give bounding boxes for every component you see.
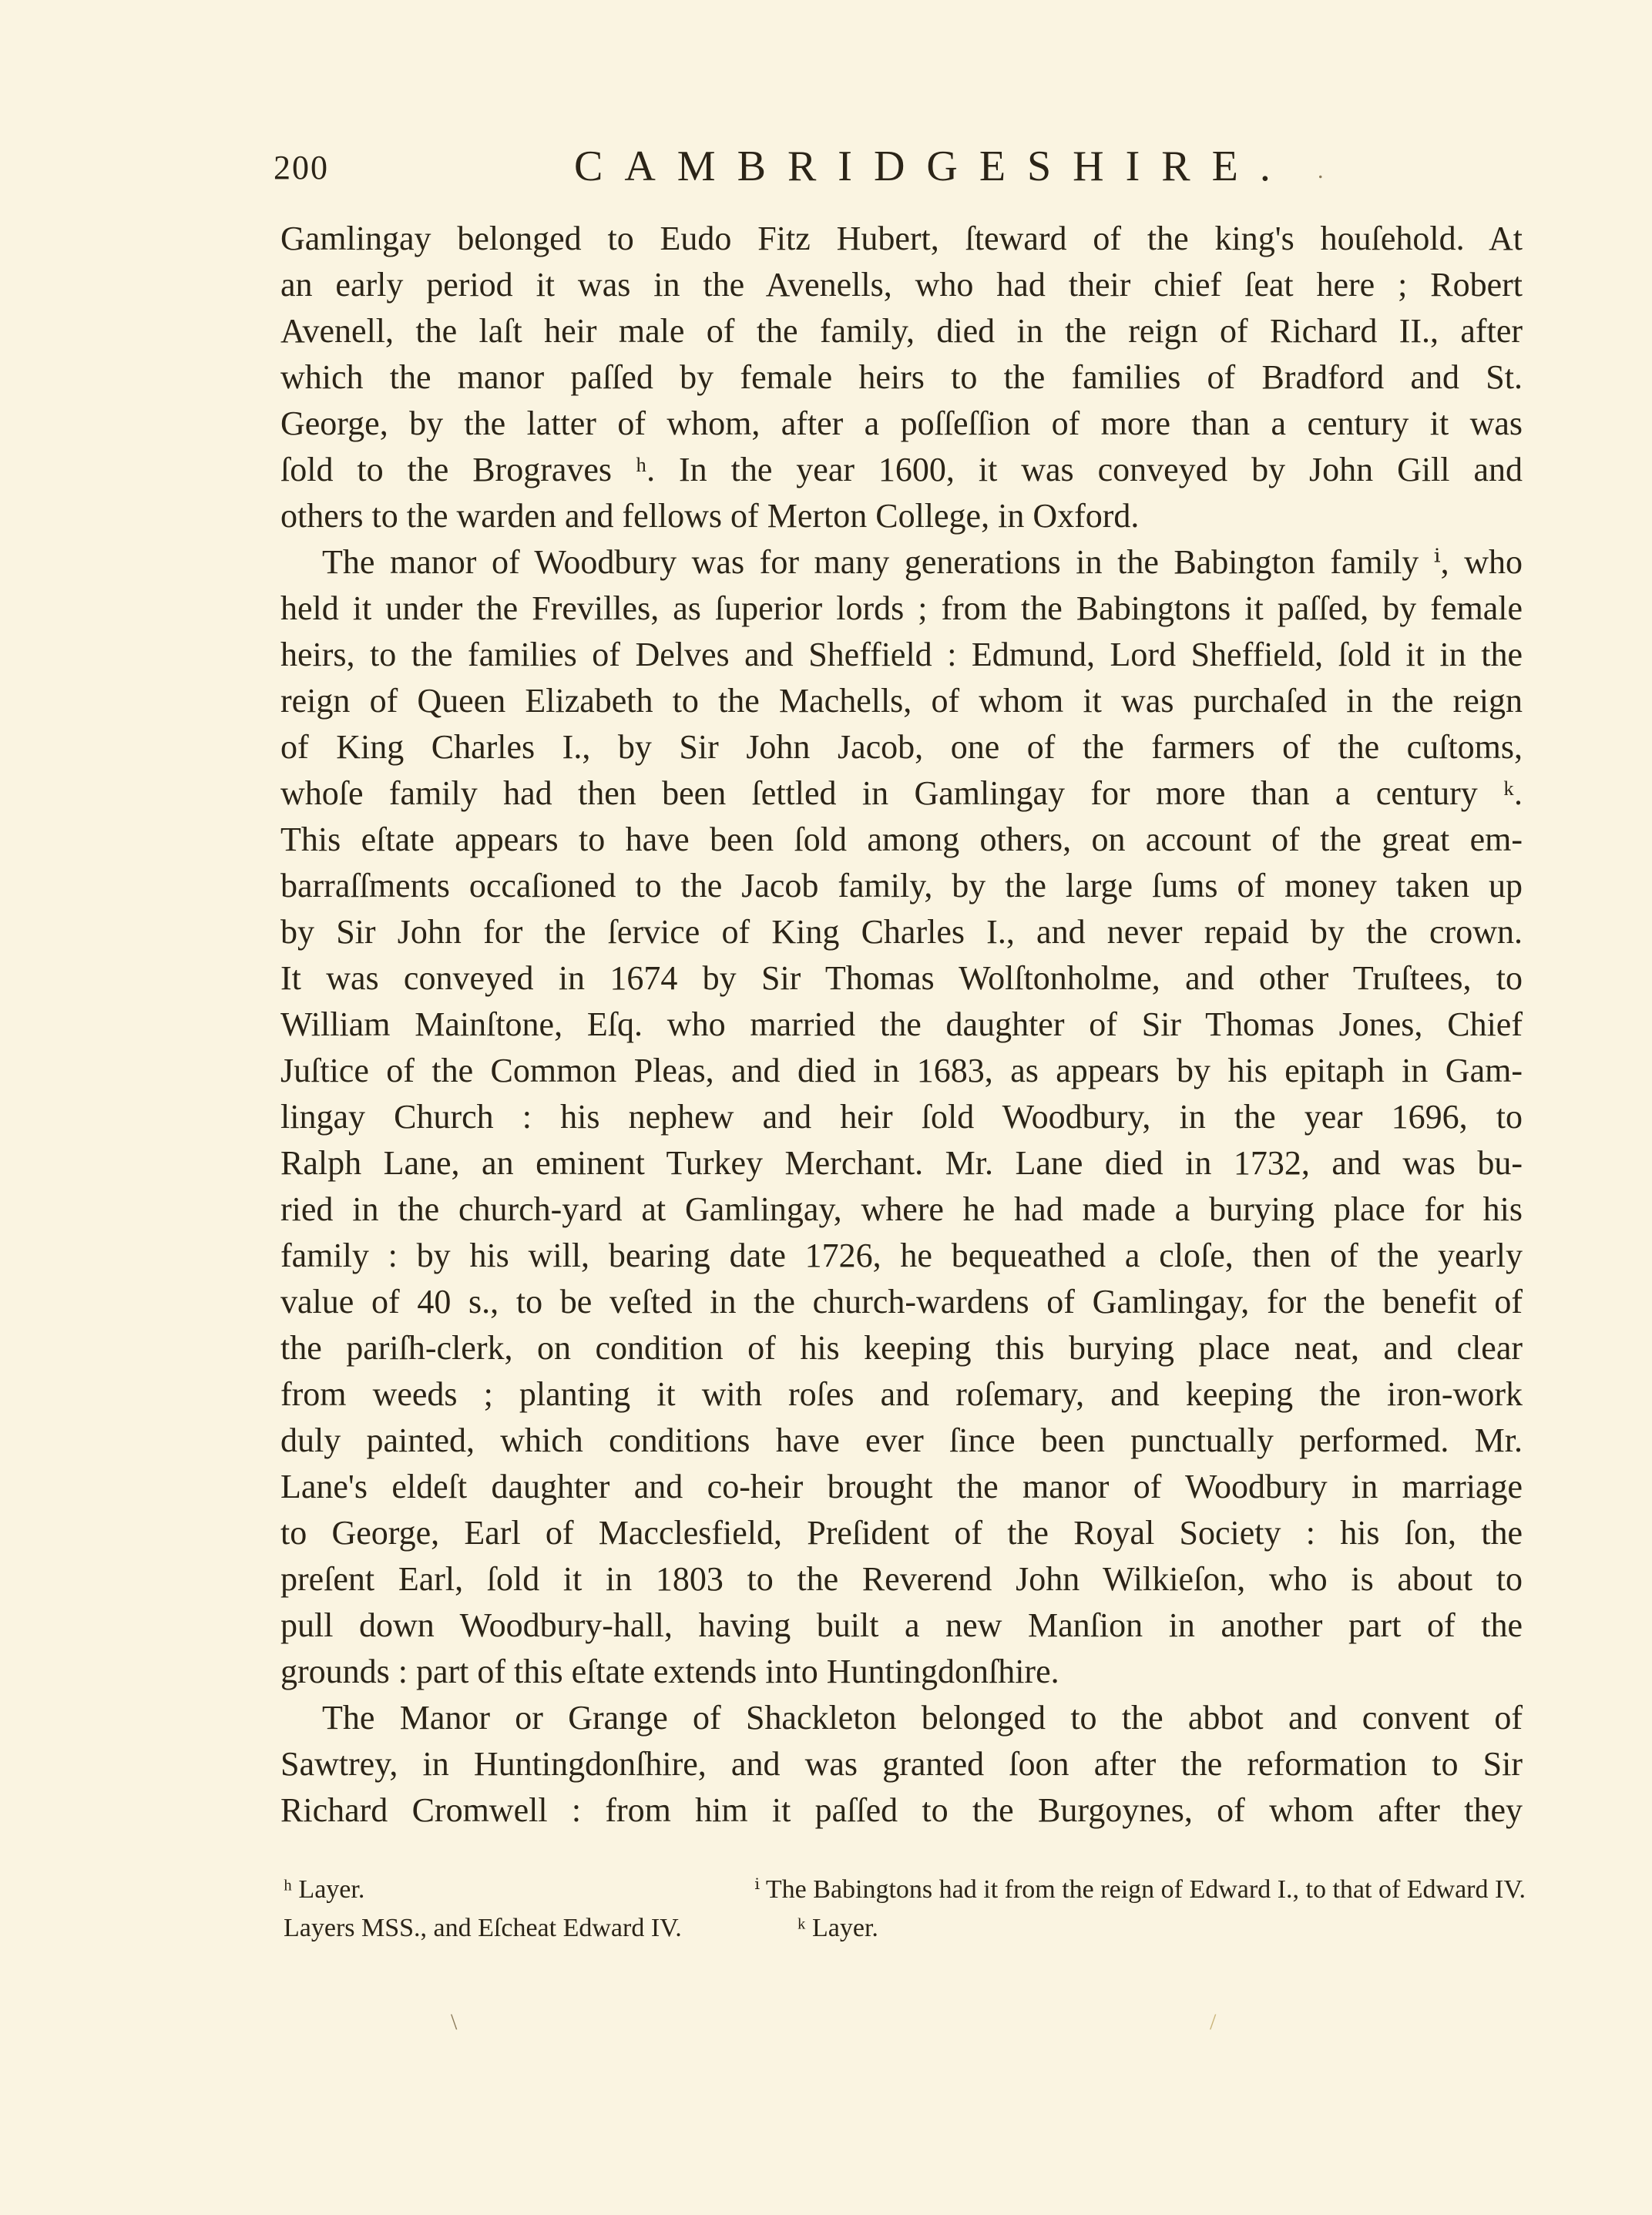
text-line: George, by the latter of whom, after a poſſeſſion of more than a century it was xyxy=(280,404,1523,442)
text-line: heirs, to the families of Delves and Sheffield : Edmund, Lord Sheffield, ſold it in the xyxy=(280,636,1523,673)
text-line: the pariſh-clerk, on condition of his keeping this burying place neat, and clear xyxy=(280,1329,1523,1367)
text-line: Richard Cromwell : from him it paſſed to the Burgoynes, of whom after they xyxy=(280,1791,1523,1829)
text-line: to George, Earl of Macclesfield, Preſident of the Royal Society : his ſon, the xyxy=(280,1514,1523,1552)
text-line: Lane's eldeſt daughter and co-heir brought the manor of Woodbury in marriage xyxy=(280,1468,1523,1505)
text-line: reign of Queen Elizabeth to the Machells, of whom it was purchaſed in the reign xyxy=(280,682,1523,720)
text-line: by Sir John for the ſervice of King Charles I., and never repaid by the crown. xyxy=(280,913,1523,951)
stray-mark: / xyxy=(1210,2009,1217,2035)
text-line: ried in the church-yard at Gamlingay, where he had made a burying place for his xyxy=(280,1190,1523,1228)
text-line: preſent Earl, ſold it in 1803 to the Reverend John Wilkieſon, who is about to xyxy=(280,1560,1523,1598)
text-line: Sawtrey, in Huntingdonſhire, and was granted ſoon after the reformation to Sir xyxy=(280,1745,1523,1783)
text-line: value of 40 s., to be veſted in the church-wardens of Gamlingay, for the benefit of xyxy=(280,1283,1523,1321)
text-line: Gamlingay belonged to Eudo Fitz Hubert, ſteward of the king's houſehold. At xyxy=(280,220,1523,257)
text-line: others to the warden and fellows of Merton College, in Oxford. xyxy=(280,497,1140,535)
footnote-row xyxy=(284,1871,1526,1909)
footnote-i: ⁱ The Babingtons had it from the reign of Edward I., to that of Edward IV. xyxy=(754,1875,1526,1904)
text-line: which the manor paſſed by female heirs to the families of Bradford and St. xyxy=(280,358,1523,396)
text-line: pull down Woodbury-hall, having built a new Manſion in another part of the xyxy=(280,1606,1523,1644)
footnote-k: ᵏ Layer. xyxy=(797,1914,878,1942)
footnote-row xyxy=(284,1909,1526,1948)
body-text xyxy=(280,216,1523,1834)
text-line: The Manor or Grange of Shackleton belonged to the abbot and convent of xyxy=(322,1699,1523,1737)
text-line: family : by his will, bearing date 1726, he bequeathed a cloſe, then of the yearly xyxy=(280,1237,1523,1274)
text-line: It was conveyed in 1674 by Sir Thomas Wolſtonholme, and other Truſtees, to xyxy=(280,959,1523,997)
text-line: held it under the Frevilles, as ſuperior lords ; from the Babingtons it paſſed, by female xyxy=(280,589,1523,627)
page-header xyxy=(274,143,1537,202)
text-line: duly painted, which conditions have ever ſince been punctually performed. Mr. xyxy=(280,1421,1523,1459)
text-line: of King Charles I., by Sir John Jacob, one of the farmers of the cuſtoms, xyxy=(280,728,1523,766)
text-line: Avenell, the laſt heir male of the family, died in the reign of Richard II., after xyxy=(280,312,1523,350)
footnote-h: ʰ Layer. xyxy=(284,1875,365,1904)
running-head: CAMBRIDGESHIRE. xyxy=(574,143,1292,190)
stray-mark: \ xyxy=(451,2009,458,2035)
text-line: This eſtate appears to have been ſold among others, on account of the great em- xyxy=(280,821,1523,858)
text-line: The manor of Woodbury was for many generations in the Babington family ⁱ, who xyxy=(322,543,1523,581)
text-line: ſold to the Brograves ʰ. In the year 1600, it was conveyed by John Gill and xyxy=(280,451,1523,488)
text-line: grounds : part of this eſtate extends into Huntingdonſhire. xyxy=(280,1653,1059,1690)
footnote-i-continued: Layers MSS., and Eſcheat Edward IV. xyxy=(284,1914,682,1942)
text-line: lingay Church : his nephew and heir ſold Woodbury, in the year 1696, to xyxy=(280,1098,1523,1136)
text-line: an early period it was in the Avenells, who had their chief ſeat here ; Robert xyxy=(280,266,1523,304)
text-line: whoſe family had then been ſettled in Gamlingay for more than a century ᵏ. xyxy=(280,774,1523,812)
stray-mark: . xyxy=(1318,158,1324,183)
text-line: Juſtice of the Common Pleas, and died in 1683, as appears by his epitaph in Gam- xyxy=(280,1052,1523,1089)
text-line: barraſſments occaſioned to the Jacob family, by the large ſums of money taken up xyxy=(280,867,1523,904)
text-line: Ralph Lane, an eminent Turkey Merchant. Mr. Lane died in 1732, and was bu- xyxy=(280,1144,1523,1182)
footnotes xyxy=(284,1871,1526,1948)
page-number: 200 xyxy=(274,149,329,186)
text-line: from weeds ; planting it with roſes and roſemary, and keeping the iron-work xyxy=(280,1375,1523,1413)
text-line: William Mainſtone, Eſq. who married the daughter of Sir Thomas Jones, Chief xyxy=(280,1005,1523,1043)
